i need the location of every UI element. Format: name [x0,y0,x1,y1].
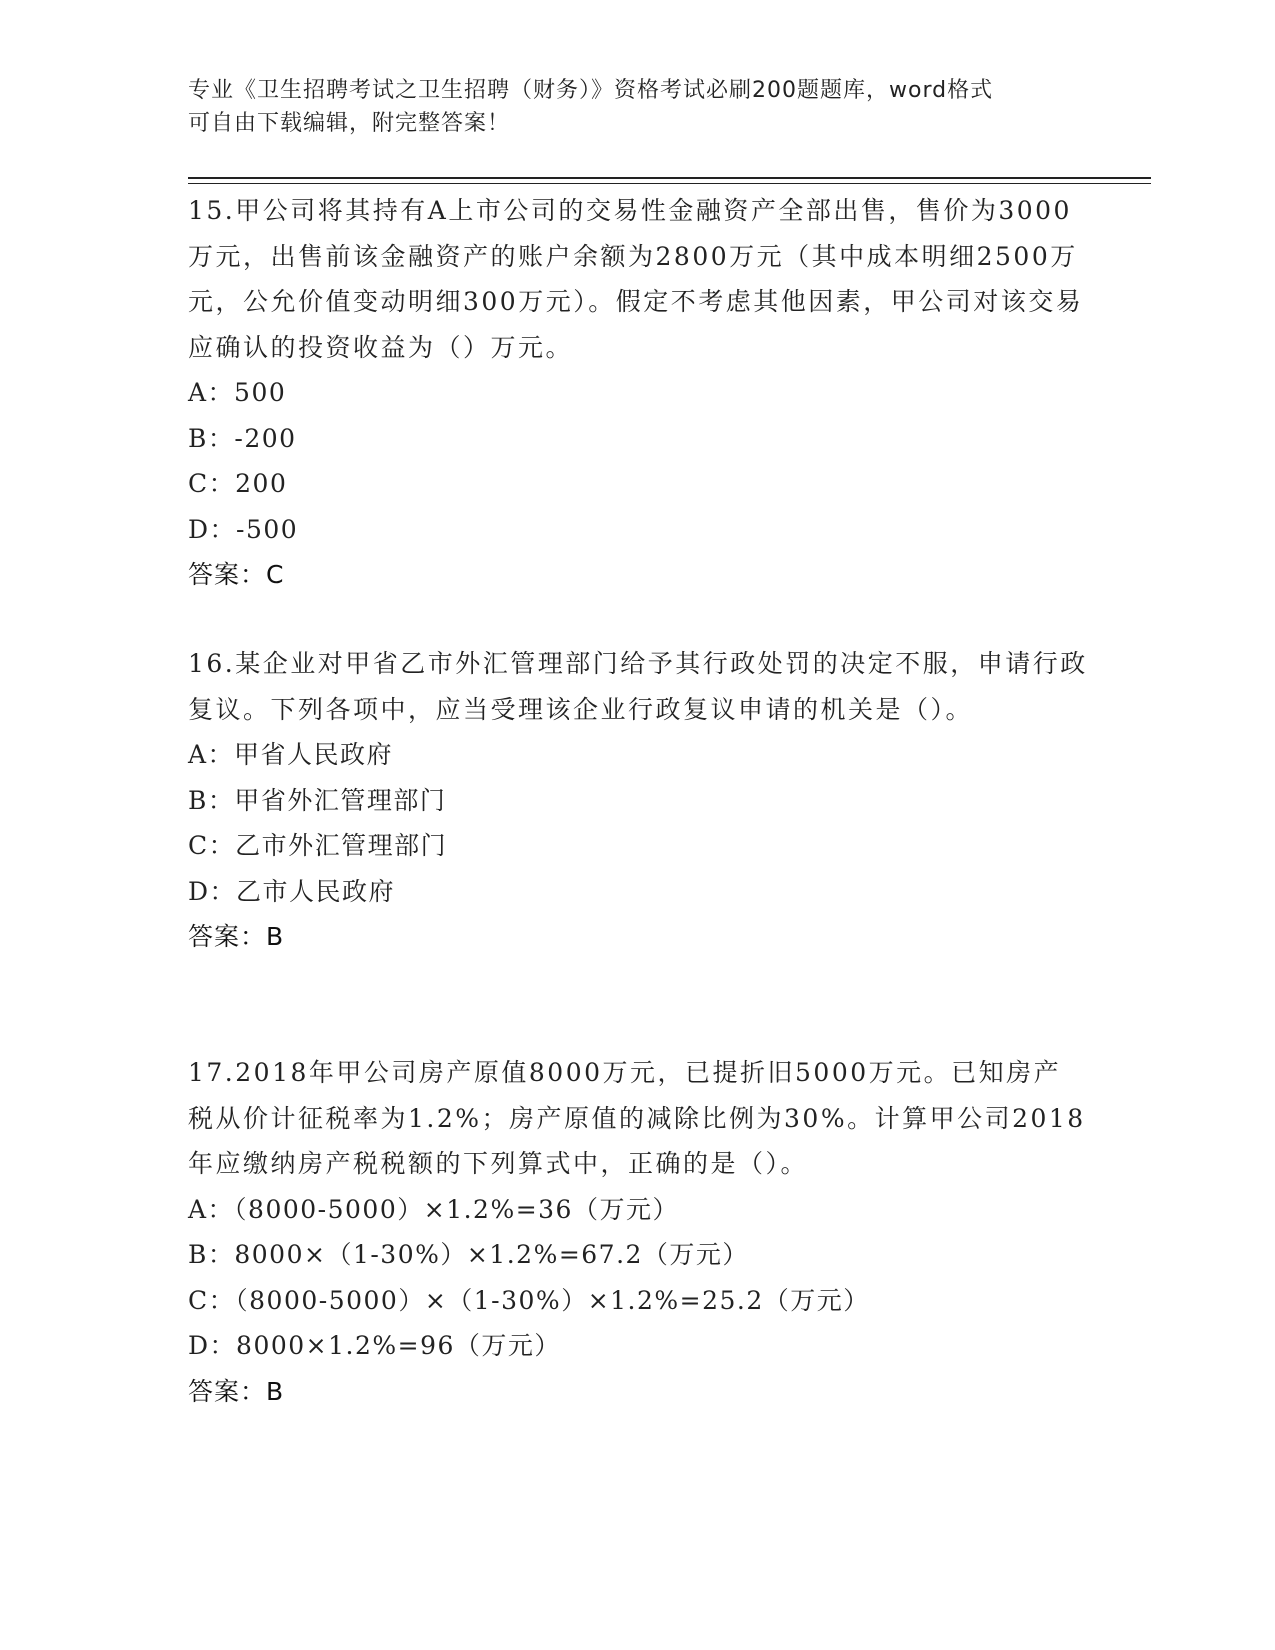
option-d: D：-500 [188,514,299,544]
answer-line: 答案：C [188,560,285,589]
header-line-1: 专业《卫生招聘考试之卫生招聘（财务）》资格考试必刷200题题库，word格式 [188,78,994,103]
option-a: A：甲省人民政府 [188,740,394,769]
option-a: A：500 [188,378,287,407]
answer-line: 答案：B [188,1376,285,1406]
question-17 [188,1050,1088,1414]
option-d: D：8000×1.2%=96（万元） [188,1331,561,1360]
option-c: C：（8000-5000）×（1-30%）×1.2%=25.2（万元） [188,1285,870,1315]
option-b: B：8000×（1-30%）×1.2%=67.2（万元） [188,1240,749,1269]
question-15 [188,188,1088,598]
option-c: C：200 [188,469,288,498]
answer-line: 答案：B [188,922,285,951]
option-c: C：乙市外汇管理部门 [188,831,448,860]
option-a: A：（8000-5000）×1.2%=36（万元） [188,1194,679,1224]
option-b: B：-200 [188,423,297,453]
header-line-2: 可自由下载编辑，附完整答案！ [188,111,511,136]
header-divider-thick [188,177,1151,179]
option-b: B：甲省外汇管理部门 [188,785,447,815]
question-text: 16.某企业对甲省乙市外汇管理部门给予其行政处罚的决定不服，申请行政复议。下列各项中，应当受理该企业行政复议申请的机关是（）。 [188,649,1088,724]
document-header [188,74,1088,140]
header-divider-thin [188,183,1151,184]
question-16 [188,641,1088,960]
question-text: 17.2018年甲公司房产原值8000万元，已提折旧5000万元。已知房产税从价计征税率为1.2%；房产原值的减除比例为30%。计算甲公司2018年应缴纳房产税税额的下列算式中，正确的是（）。 [188,1058,1086,1178]
option-d: D：乙市人民政府 [188,876,396,906]
question-text: 15.甲公司将其持有A上市公司的交易性金融资产全部出售，售价为3000万元，出售前该金融资产的账户余额为2800万元（其中成本明细2500万元，公允价值变动明细300万元）。假定不考虑其他因素，甲公司对该交易应确认的投资收益为（）万元。 [188,196,1084,362]
